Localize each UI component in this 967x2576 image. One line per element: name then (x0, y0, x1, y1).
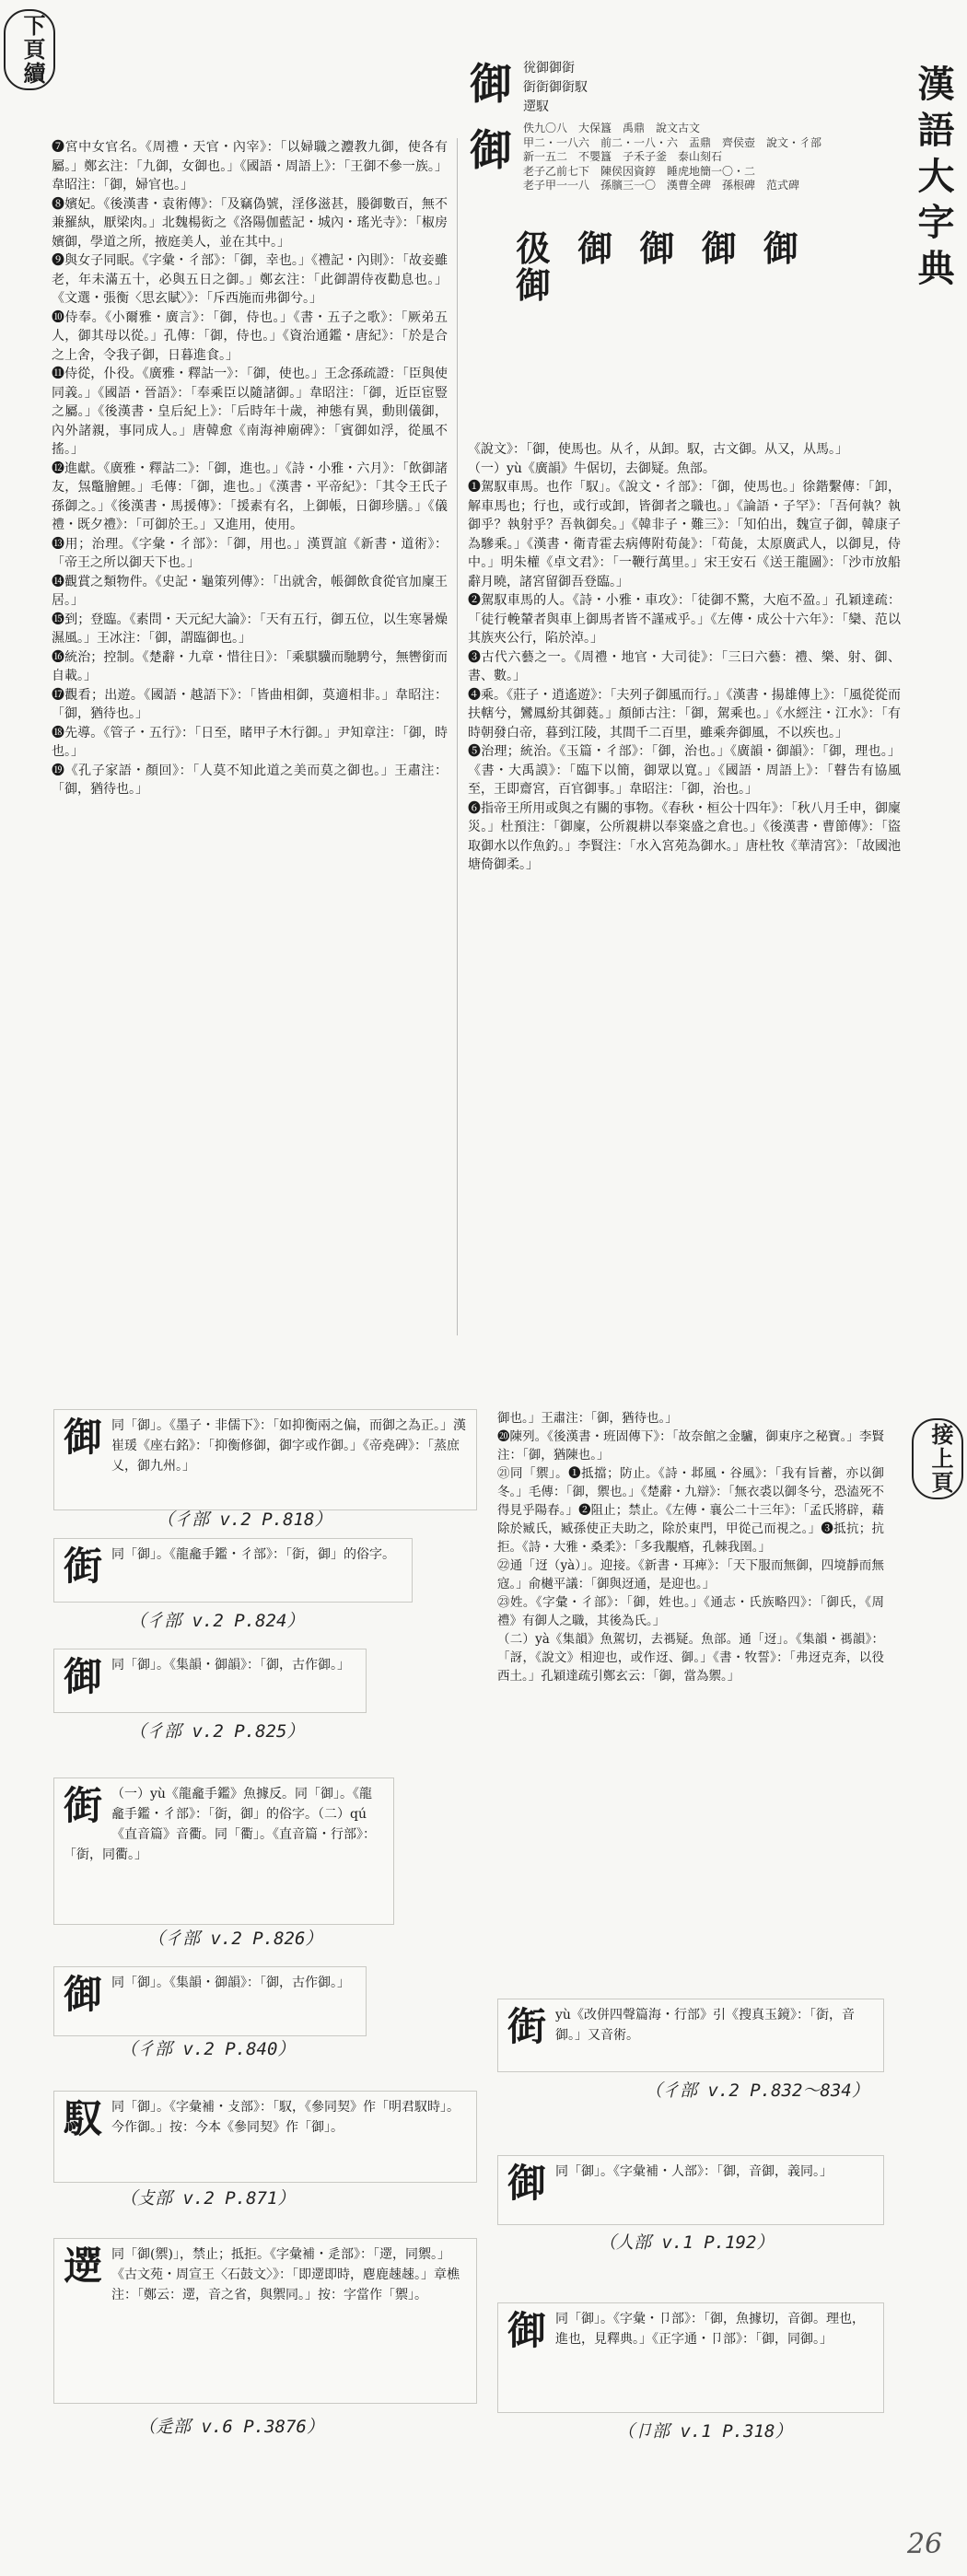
variant-card (53, 1649, 367, 1713)
variant-char: 衘 (507, 2004, 547, 2049)
continuation-column: 御也。」王肅注：「御，猶待也。」 ⓴陳列。《後漢書・班固傳下》：「故奈館之金驢，御東序之秘寶。」李賢注：「御，猶陳也。」 ㉑同「禦」。❶抵擋；防止。《詩・邶風・谷風》：「我有旨蓄，亦以御冬。」毛傳：「御，禦也。」《楚辭・九辯》：「無衣裘以御冬兮，恐溘死不得見乎陽春。」❷阻止；禁止。《左傳・襄公二十三年》：「孟氏將辟，藉除於臧氏，臧孫使正夫助之，除於東門，甲從己而視之。」❸抵抗；抗拒。《詩・大雅・桑柔》：「多我覯痻，孔棘我圉。」 ㉒通「迓（yà）」。迎接。《新書・耳痺》：「天下服而無御，四境靜而無寇。」俞樾平議：「御與迓通，是迎也。」 ㉓姓。《字彙・彳部》：「御，姓也。」《通志・氏族略四》：「御氏，《周禮》有御人之職，其後為氏。」 （二）yà《集韻》魚駕切，去禡疑。魚部。通「迓」。《集韻・禡韻》：「訝，《說文》相迎也，或作迓、御。」《書・牧誓》：「弗迓克奔，以役西土。」孔穎達疏引鄭玄云：「御，當為禦。」 (497, 1411, 884, 1684)
variant-char: 御 (507, 2308, 547, 2353)
variant-definition: 同「御(禦)」，禁止；抵拒。《字彙補・辵部》：「遻，同禦。」《古文苑・周宣王〈石鼓文〉》：「即遻即時，麀鹿趚趚。」章樵注：「鄭云：遻，音之省，與禦同。」按：字當作「禦」。 (111, 2247, 460, 2302)
handwritten-reference: （彳部 v.2 P.832～834） (645, 2081, 869, 2101)
continuation-tag: 接上頁 (912, 1418, 963, 1499)
handwritten-reference: （卩部 v.1 P.318） (617, 2421, 793, 2442)
continued-tag: 下頁續 (4, 9, 55, 90)
handwritten-reference: （辵部 v.6 P.3876） (138, 2417, 324, 2437)
variant-char: 遻 (64, 2244, 103, 2289)
definitions-right-column: 《說文》：「御，使馬也。从彳，从卸。馭，古文御。从又，从馬。」 （一）yù《廣韻》牛倨切，去御疑。魚部。 ❶駕馭車馬。也作「馭」。《說文・彳部》：「御，使馬也。」徐鍇繫傳：「卸，解車馬也；行也，或行或卸，皆御者之職也。」《論語・子罕》：「吾何執？執御乎？執射乎？吾執御矣。」《韓非子・難三》：「知伯出，魏宣子御，韓康子為驂乘。」《漢書・衛青霍去病傳附荀彘》：「荀彘，太原廣武人，以御見，侍中。」明朱權《卓文君》：「一鞭行萬里。」宋王安石《送王龍圖》：「沙市放船辭月曉，諸宮留御吾登臨。」 ❷駕馭車馬的人。《詩・小雅・車攻》：「徒御不驚，大庖不盈。」孔穎達疏：「徒行輓輦者與車上御馬者皆不謹戒乎。」《左傳・成公十六年》：「欒、范以其族夾公行，陷於淖。」 ❸古代六藝之一。《周禮・地官・大司徒》：「三曰六藝：禮、樂、射、御、書、數。」 ❹乘。《莊子・逍遙遊》：「夫列子御風而行。」《漢書・揚雄傳上》：「風從從而扶轄兮，鸞鳳紛其御蕤。」顏師古注：「御，駕乘也。」《水經注・江水》：「有時朝發白帝，暮到江陵，其間千二百里，雖乘奔御風，不以疾也。」 ❺治理；統治。《玉篇・彳部》：「御，治也。」《廣韻・御韻》：「御，理也。」《書・大禹謨》：「臨下以簡，御眾以寬。」《國語・周語上》：「瞽告有協風至，王即齋宮，百官御事。」韋昭注：「御，治也。」 ❻指帝王所用或與之有關的事物。《春秋・桓公十四年》：「秋八月壬申，御廩災。」杜預注：「御廩，公所親耕以奉粢盛之倉也。」《後漢書・曹節傳》：「盜取御水以作魚釣。」李賢注：「水入宮苑為御水。」唐杜牧《華清宮》：「故國池塘倚御柔。」 (468, 442, 901, 872)
variant-definition: 同「御」。《字彙・卩部》：「御，魚據切，音御。理也，進也，見釋典。」《正字通・卩部》：「御，同御。」 (555, 2312, 866, 2347)
variant-definition: 同「御」。《字彙補・人部》：「御，音御，義同。」 (555, 2164, 833, 2179)
variant-definition: 同「御」。《字彙補・攴部》：「馭，《參同契》作「明君馭時」。今作御。」按：今本《參同契》作「御」。 (111, 2100, 460, 2135)
variant-card (497, 2302, 884, 2413)
variant-definition: yù《改併四聲篇海・行部》引《搜真玉鏡》：「衘，音御。」又音術。 (555, 2008, 855, 2043)
handwritten-reference: （彳部 v.2 P.825） (129, 1721, 305, 1742)
variant-definition: 同「御」。《集韻・御韻》：「御，古作御。」 (111, 1976, 351, 1990)
handwritten-reference: （人部 v.1 P.192） (599, 2232, 775, 2253)
page-number: 26 (907, 2528, 943, 2560)
variant-char: 衘 (64, 1544, 103, 1589)
variant-card (53, 1538, 413, 1603)
variant-char: 衘 (64, 1783, 103, 1828)
variant-definition: 同「御」。《龍龕手鑑・彳部》：「衘，御」的俗字。 (111, 1547, 396, 1562)
headword: 御 (470, 59, 512, 109)
variant-definition: （一）yù《龍龕手鑑》魚據反。同「御」。《龍龕手鑑・彳部》：「衘，御」的俗字。（二）qú《直音篇》音衢。同「衢」。《直音篇・行部》：「衘，同衢。」 (64, 1787, 377, 1862)
variant-char: 御 (64, 1654, 103, 1699)
handwritten-reference: （彳部 v.2 P.818） (157, 1509, 332, 1530)
handwritten-reference: （彳部 v.2 P.824） (129, 1611, 305, 1631)
variant-char: 御 (64, 1415, 103, 1460)
definitions-left-column: ❼宮中女官名。《周禮・天官・內宰》：「以婦職之灋教九御，使各有屬。」鄭玄注：「九御，女御也。」《國語・周語上》：「王御不參一族。」韋昭注：「御，婦官也。」 ❽嬪妃。《後漢書・袁術傳》：「及竊偽號，淫侈滋甚，媵御數百，無不兼羅紈，厭梁肉。」北魏楊衒之《洛陽伽藍記・城內・瑤光寺》：「椒房嬪御，學道之所，掖庭美人，並在其中。」 ❾與女子同眠。《字彙・彳部》：「御，幸也。」《禮記・內則》：「故妾雖老，年未滿五十，必與五日之御。」鄭玄注：「此御謂侍夜勸息也。」《文選・張衡〈思玄賦〉》：「斥西施而弗御兮。」 ❿侍奉。《小爾雅・廣言》：「御，侍也。」《書・五子之歌》：「厥弟五人，御其母以從。」孔傳：「御，侍也。」《資治通鑑・唐紀》：「於是合之上舍，令我子御，日暮進食。」 ⓫侍從，仆役。《廣雅・釋詁一》：「御，使也。」王念孫疏證：「臣與使同義。」《國語・晉語》：「奉乘臣以隨諸御。」韋昭注：「御，近臣宦豎之屬。」《後漢書・皇后紀上》：「后時年十歲，神態有異，動則儀御，內外諸親，事同成人。」唐韓愈《南海神廟碑》：「賓御如浮，從風不搖。」 ⓬進獻。《廣雅・釋詁二》：「御，進也。」《詩・小雅・六月》：「飲御諸友，炰鼈膾鯉。」毛傳：「御，進也。」《漢書・平帝紀》：「其令王氏子孫御之。」《後漢書・馬援傳》：「援素有名，上御帳，日御珍膳。」《儀禮・既夕禮》：「可御於王。」又進用，使用。 ⓭用；治理。《字彙・彳部》：「御，用也。」漢賈誼《新書・道術》：「帝王之所以御天下也。」 ⓮觀賞之類物件。《史記・龜策列傳》：「出就舍，帳御飲食從官加廩王居。」 ⓯到；登臨。《素問・天元紀大論》：「天有五行，御五位，以生寒暑燥濕風。」王冰注：「御，謂臨御也。」 ⓰統治；控制。《楚辭・九章・惜往日》：「乘騏驥而馳騁兮，無轡銜而自載。」 ⓱觀看；出遊。《國語・越語下》：「皆曲相御，莫適相非。」韋昭注：「御，猶待也。」 ⓲先導。《管子・五行》：「日至，睹甲子木行御。」尹知章注：「御，時也。」 ⓳《孔子家語・顏回》：「人莫不知此道之美而莫之御也。」王肅注：「御，猶待也。」 (52, 140, 448, 797)
variant-card (497, 1999, 884, 2072)
handwritten-reference: （彳部 v.2 P.826） (147, 1929, 323, 1949)
variant-card (53, 1409, 477, 1510)
headword-variant: 御 (470, 125, 512, 175)
variant-card (497, 2155, 884, 2225)
ancient-forms-glyphs: 彶 御 御 御 御 御 (516, 227, 806, 306)
variant-definition: 同「御」。《集韻・御韻》：「御，古作御。」 (111, 1658, 351, 1673)
column-divider (457, 138, 458, 1335)
variant-definition: 同「御」。《墨子・非儒下》：「如抑衡兩之偏，而御之為正。」漢崔瑗《座右銘》：「抑衡修御，御字或作御。」《帝堯碑》：「蒸庶乂，御九州。」 (111, 1418, 467, 1474)
variant-card (53, 2238, 477, 2404)
variant-list: 㣞御御衘 衘衘御衘馭 遻馭 (523, 61, 588, 114)
variant-card (53, 1778, 394, 1925)
variant-char: 馭 (64, 2096, 103, 2141)
variant-char: 御 (64, 1972, 103, 2017)
variant-char: 御 (507, 2161, 547, 2206)
handwritten-reference: （攴部 v.2 P.871） (120, 2188, 296, 2209)
variant-card (53, 1966, 367, 2036)
ancient-forms-labels: 佚九〇八 大保簋 禹鼎 說文古文 甲二・一八六 前二・一八・六 盂鼎 齊侯壺 說文・彳部 新一五二 不嬰簋 子禾子釜 泰山刻石 老子乙前七下 陳侯因資錞 睡虎地簡一〇・二 老子甲一一八 孫臏三一〇 漢曹全碑 孫根碑 范式碑 (523, 122, 822, 192)
variant-card (53, 2091, 477, 2183)
handwritten-reference: （彳部 v.2 P.840） (120, 2039, 296, 2059)
dictionary-title: 漢語大字典 (912, 64, 955, 295)
